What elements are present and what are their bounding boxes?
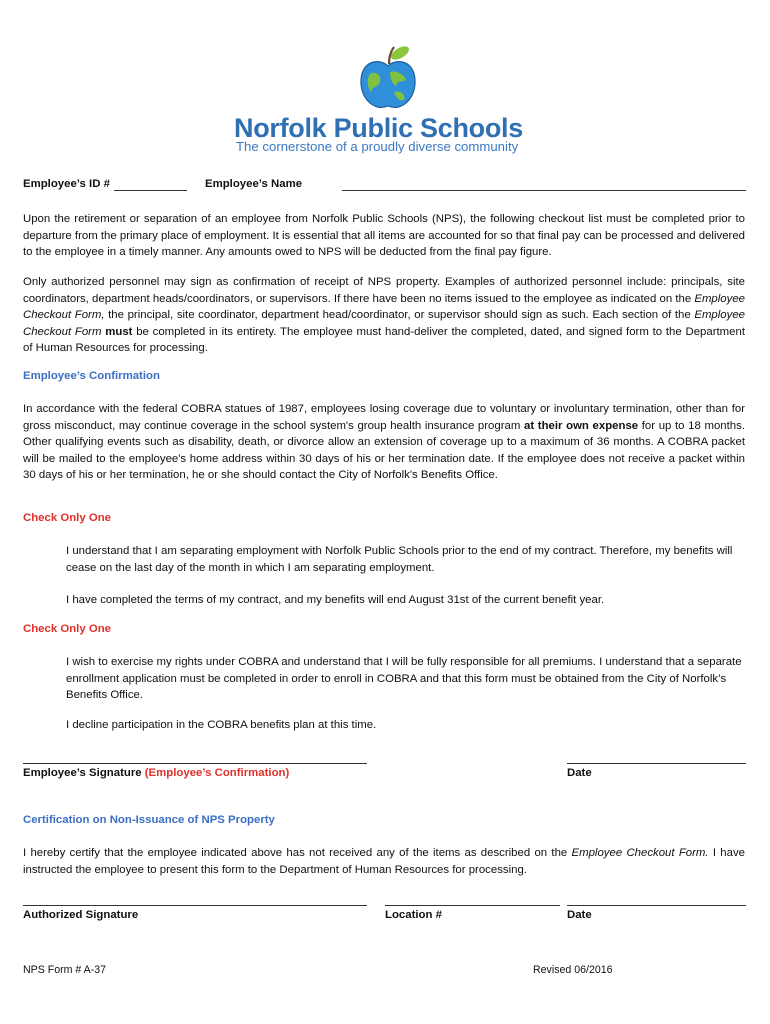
- intro-paragraph: Upon the retirement or separation of an employee from Norfolk Public Schools (NPS), the following checkout list must be completed prior to departure from the primary place of employment. It is essential that all items are accounted for so that final pay can be processed and delivered to the employee in a timely manner. Any amounts owed to NPS will be deducted from the final pay figure.: [23, 213, 745, 259]
- date-label: Date: [567, 909, 592, 921]
- check-only-one-heading: Check Only One: [23, 623, 111, 635]
- employee-id-label: Employee’s ID #: [23, 178, 110, 190]
- cobra-paragraph: In accordance with the federal COBRA statues of 1987, employees losing coverage due to voluntary or involuntary termination, other than for gross misconduct, may continue coverage in the school system's group health insurance program at their own expense for up to 18 months. Other qualifying events such as disability, death, or divorce allow an extension of coverage up to a maximum of 36 months. A COBRA packet will be mailed to the employee's home address within 30 days of his or her termination date. If the employee does not receive a packet within 30 days of his or her termination, he or she should contact the City of Norfolk's Benefits Office.: [23, 403, 745, 482]
- employee-name-label: Employee’s Name: [205, 178, 303, 190]
- checkout-form-ref: Employee Checkout Form,: [23, 292, 745, 322]
- org-name: Norfolk Public Schools: [234, 113, 523, 143]
- apple-globe-logo-icon: [356, 42, 420, 114]
- revision-date: Revised 06/2016: [533, 964, 613, 976]
- check-only-one-heading: Check Only One: [23, 512, 111, 524]
- location-label: Location #: [385, 909, 442, 921]
- checkout-form-ref: Employee Checkout Form: [23, 309, 745, 338]
- location-field[interactable]: [385, 905, 560, 906]
- completed-contract-option[interactable]: I have completed the terms of my contract, and my benefits will end August 31st of the current benefit year.: [66, 594, 605, 606]
- decline-cobra-option[interactable]: I decline participation in the COBRA benefits plan at this time.: [66, 719, 377, 731]
- confirmation-heading: Employee’s Confirmation: [23, 370, 160, 382]
- employee-name-field[interactable]: [342, 190, 746, 191]
- authorized-signature-label: Authorized Signature: [23, 909, 139, 921]
- employee-signature-label: Employee’s Signature (Employee’s Confirmation): [23, 767, 290, 779]
- certification-heading: Certification on Non-Issuance of NPS Property: [23, 814, 275, 826]
- org-tagline: The cornerstone of a proudly diverse community: [236, 139, 519, 154]
- authorized-personnel-paragraph: Only authorized personnel may sign as confirmation of receipt of NPS property. Examples of authorized personnel include: principals, site coordinators, department heads/coordinators, or supervisors. If there have been no items issued to the employee as indicated on the Employee Checkout Form, the principal, site coordinator, department head/coordinator, or supervisor should sign as such. Each section of the Employee Checkout Form must be completed in its entirety. The employee must hand-deliver the completed, dated, and signed form to the Department of Human Resources for processing.: [23, 276, 745, 355]
- employee-signature-date-field[interactable]: [567, 763, 746, 764]
- date-label: Date: [567, 767, 592, 779]
- separating-before-contract-end-option[interactable]: I understand that I am separating employment with Norfolk Public Schools prior to the end of my contract. Therefore, my benefits will cease on the last day of the month in which I am separating employment.: [66, 545, 733, 574]
- checkout-form-ref: Employee Checkout Form.: [571, 847, 709, 859]
- authorized-signature-field[interactable]: [23, 905, 367, 906]
- employee-id-field[interactable]: [114, 190, 187, 191]
- certification-paragraph: I hereby certify that the employee indicated above has not received any of the items as described on the Employee Checkout Form. I have instructed the employee to present this form to the Department of Human Resources for processing.: [23, 847, 745, 876]
- form-number: NPS Form # A-37: [23, 964, 107, 976]
- exercise-cobra-option[interactable]: I wish to exercise my rights under COBRA and understand that I will be fully responsible for all premiums. I understand that a separate enrollment application must be completed in order to enroll in COBRA and that this form must be obtained from the City of Norfolk’s Benefits Office.: [66, 656, 742, 702]
- employee-signature-field[interactable]: [23, 763, 367, 764]
- authorized-signature-date-field[interactable]: [567, 905, 746, 906]
